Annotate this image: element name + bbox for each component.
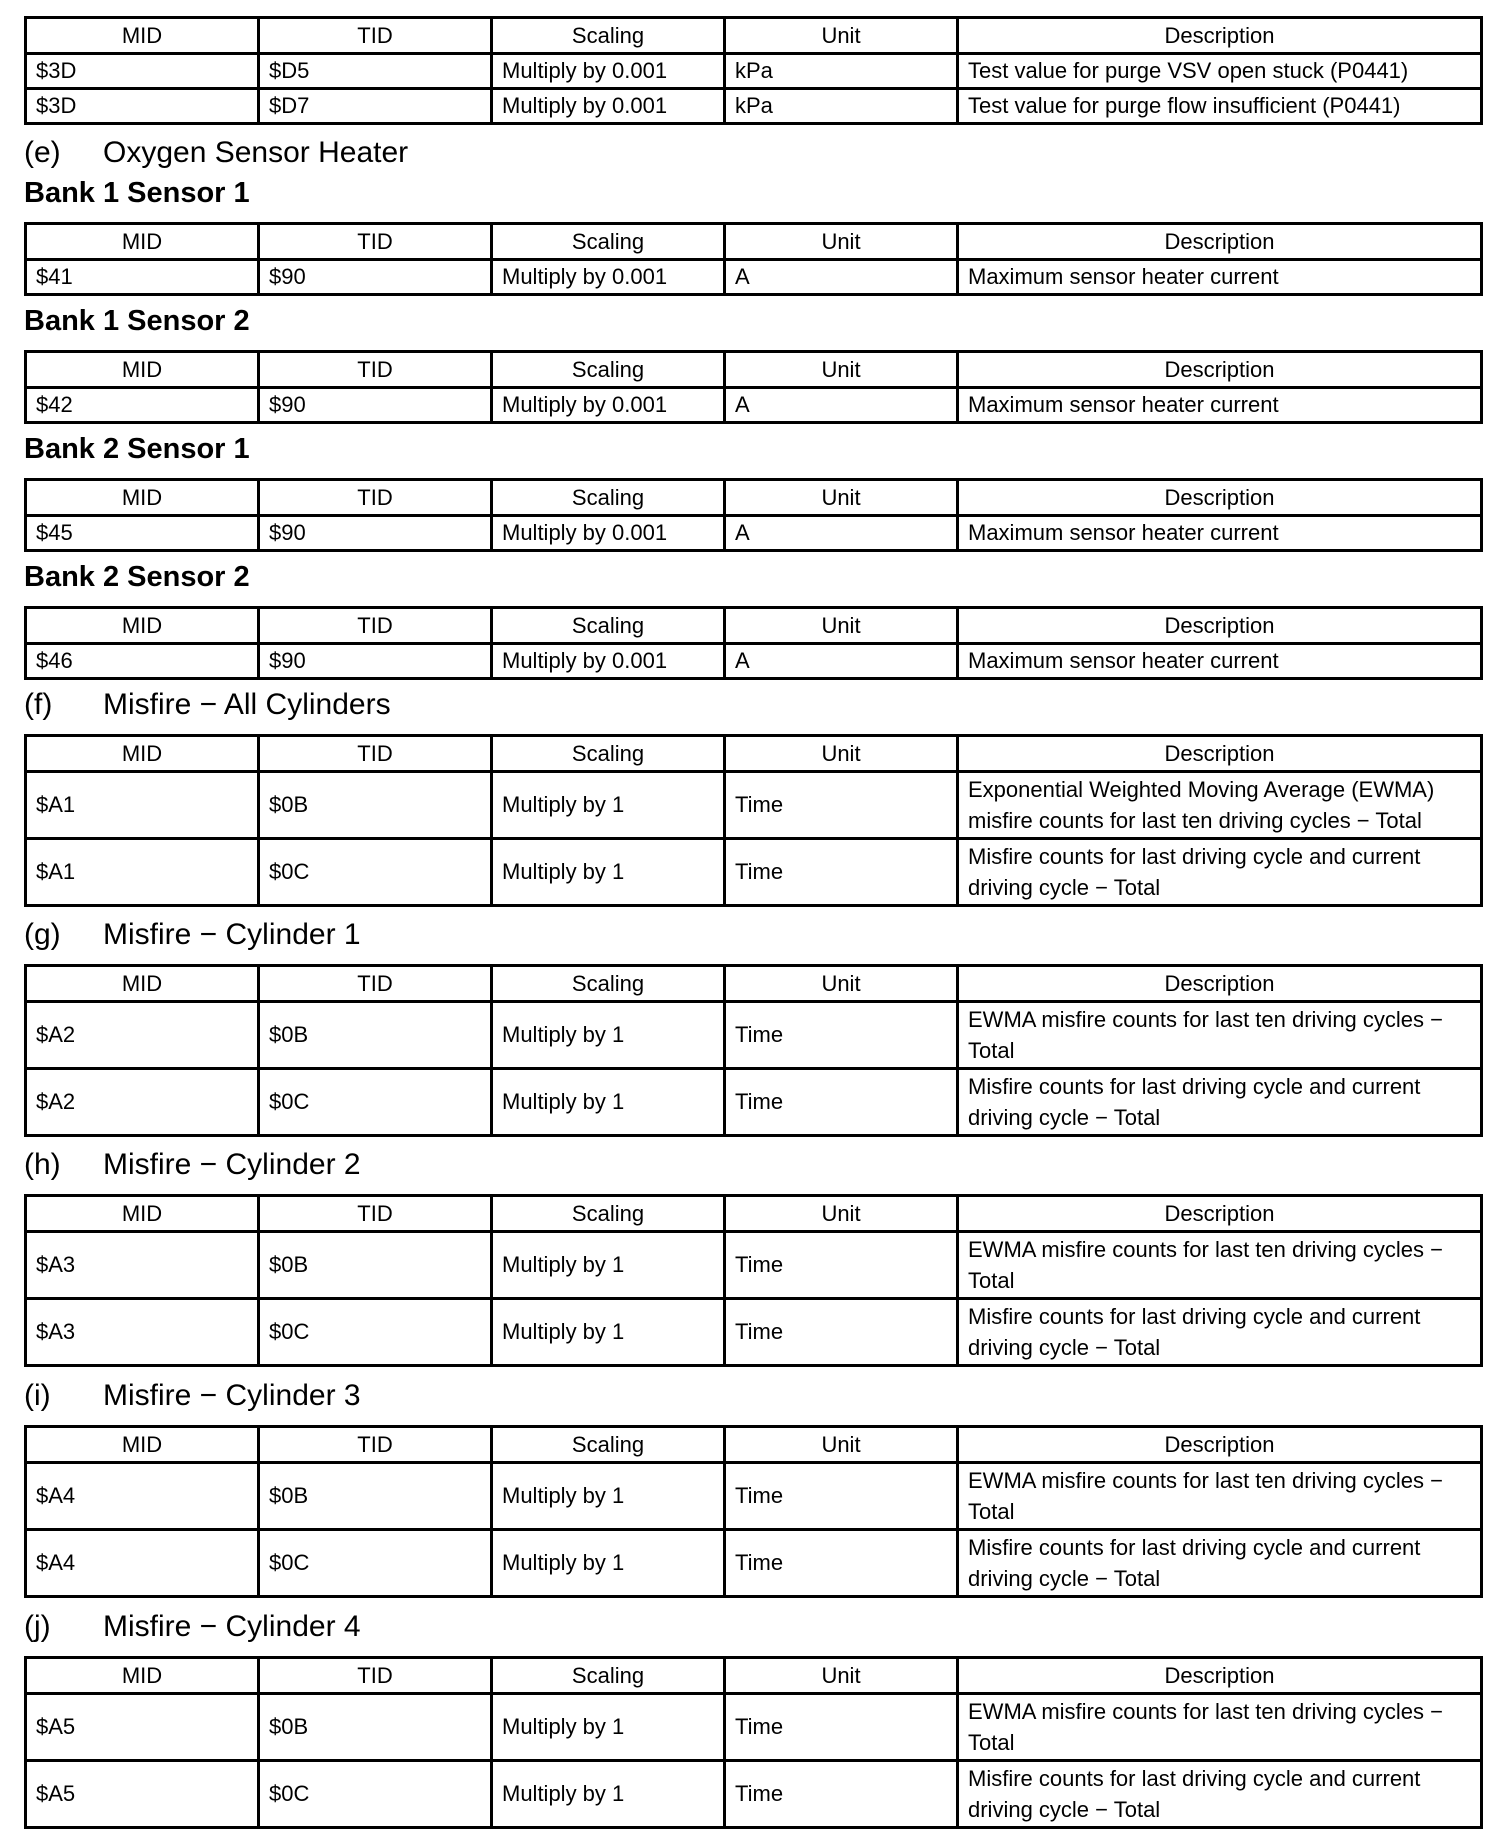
table-row [26,1463,1482,1530]
description-cell: Misfire counts for last driving cycle and current driving cycle − Total [958,1299,1482,1366]
misfire-cylinder-4-table [24,1656,1483,1829]
scaling-cell: Multiply by 1 [492,1299,725,1366]
tid-header: TID [259,966,492,1002]
table-header-row [26,736,1482,772]
description-cell: Exponential Weighted Moving Average (EWMA) misfire counts for last ten driving cycles − Total [958,772,1482,839]
tid-header: TID [259,18,492,54]
mid-header: MID [26,224,259,260]
unit-cell: Time [725,839,958,906]
section-letter: (f) [24,688,53,721]
description-cell: Maximum sensor heater current [958,260,1482,295]
description-cell: Test value for purge flow insufficient (P0441) [958,89,1482,124]
misfire-cylinder-1-table [24,964,1483,1137]
subheading-bank1-sensor2: Bank 1 Sensor 2 [24,305,250,337]
table-header-row [26,480,1482,516]
mid-cell: $A4 [26,1463,259,1530]
mid-header: MID [26,480,259,516]
scaling-cell: Multiply by 1 [492,1002,725,1069]
section-title: Misfire − Cylinder 3 [103,1379,361,1412]
description-cell: EWMA misfire counts for last ten driving cycles − Total [958,1694,1482,1761]
mid-header: MID [26,18,259,54]
unit-cell: A [725,644,958,679]
description-header: Description [958,966,1482,1002]
mid-header: MID [26,352,259,388]
description-header: Description [958,1427,1482,1463]
unit-cell: A [725,388,958,423]
description-cell: Maximum sensor heater current [958,644,1482,679]
section-letter: (h) [24,1148,61,1181]
unit-cell: Time [725,1694,958,1761]
unit-cell: Time [725,1232,958,1299]
unit-header: Unit [725,966,958,1002]
description-header: Description [958,1196,1482,1232]
scaling-header: Scaling [492,224,725,260]
description-header: Description [958,224,1482,260]
tid-cell: $0C [259,1299,492,1366]
unit-header: Unit [725,1658,958,1694]
tid-header: TID [259,736,492,772]
scaling-cell: Multiply by 1 [492,1069,725,1136]
mid-cell: $45 [26,516,259,551]
mid-cell: $A1 [26,839,259,906]
table-row [26,1299,1482,1366]
table-header-row [26,1658,1482,1694]
scaling-cell: Multiply by 1 [492,772,725,839]
description-cell: Misfire counts for last driving cycle and current driving cycle − Total [958,1069,1482,1136]
unit-header: Unit [725,18,958,54]
tid-header: TID [259,608,492,644]
mid-cell: $A5 [26,1694,259,1761]
scaling-cell: Multiply by 0.001 [492,89,725,124]
table-row [26,54,1482,89]
tid-header: TID [259,224,492,260]
section-heading-misfire-cylinder-4 [24,1607,361,1647]
tid-cell: $D5 [259,54,492,89]
mid-cell: $41 [26,260,259,295]
section-letter: (e) [24,136,61,169]
scaling-cell: Multiply by 0.001 [492,516,725,551]
scaling-cell: Multiply by 0.001 [492,260,725,295]
table-row [26,1694,1482,1761]
tid-header: TID [259,1196,492,1232]
section-heading-misfire-cylinder-2 [24,1145,361,1185]
bank1-sensor2-table [24,350,1483,424]
section-heading-misfire-cylinder-1 [24,915,361,955]
description-cell: Maximum sensor heater current [958,516,1482,551]
scaling-header: Scaling [492,1196,725,1232]
unit-header: Unit [725,352,958,388]
unit-cell: A [725,260,958,295]
section-letter: (j) [24,1610,51,1643]
unit-cell: Time [725,1299,958,1366]
table-row [26,89,1482,124]
table-row [26,1002,1482,1069]
section-letter: (g) [24,918,61,951]
table-row [26,260,1482,295]
unit-cell: Time [725,772,958,839]
bank2-sensor2-table [24,606,1483,680]
description-cell: Test value for purge VSV open stuck (P0441) [958,54,1482,89]
section-title: Misfire − Cylinder 2 [103,1148,361,1181]
unit-cell: Time [725,1463,958,1530]
scaling-cell: Multiply by 0.001 [492,644,725,679]
table-header-row [26,352,1482,388]
unit-header: Unit [725,736,958,772]
table-row [26,1530,1482,1597]
unit-cell: kPa [725,89,958,124]
scaling-header: Scaling [492,966,725,1002]
scaling-cell: Multiply by 1 [492,839,725,906]
tid-cell: $0C [259,1530,492,1597]
mid-cell: $46 [26,644,259,679]
unit-cell: A [725,516,958,551]
mid-cell: $A5 [26,1761,259,1828]
tid-cell: $0C [259,839,492,906]
table-header-row [26,1196,1482,1232]
scaling-header: Scaling [492,608,725,644]
tid-header: TID [259,1427,492,1463]
table-header-row [26,966,1482,1002]
description-cell: Misfire counts for last driving cycle and current driving cycle − Total [958,1761,1482,1828]
description-cell: EWMA misfire counts for last ten driving cycles − Total [958,1002,1482,1069]
subheading-bank2-sensor1: Bank 2 Sensor 1 [24,433,250,465]
section-title: Misfire − All Cylinders [103,688,391,721]
tid-cell: $0C [259,1069,492,1136]
unit-cell: Time [725,1530,958,1597]
description-cell: Misfire counts for last driving cycle and current driving cycle − Total [958,1530,1482,1597]
scaling-cell: Multiply by 1 [492,1761,725,1828]
tid-cell: $0B [259,1463,492,1530]
scaling-cell: Multiply by 0.001 [492,388,725,423]
mid-header: MID [26,1196,259,1232]
table-row [26,1069,1482,1136]
mid-cell: $A3 [26,1232,259,1299]
misfire-all-cylinders-table [24,734,1483,907]
tid-cell: $0C [259,1761,492,1828]
description-cell: Misfire counts for last driving cycle and current driving cycle − Total [958,839,1482,906]
tid-cell: $0B [259,1002,492,1069]
unit-header: Unit [725,1196,958,1232]
section-title: Misfire − Cylinder 1 [103,918,361,951]
table-row [26,644,1482,679]
table-row [26,516,1482,551]
bank1-sensor1-table [24,222,1483,296]
mid-cell: $A4 [26,1530,259,1597]
mid-header: MID [26,1427,259,1463]
misfire-cylinder-2-table [24,1194,1483,1367]
scaling-cell: Multiply by 1 [492,1463,725,1530]
section-title: Oxygen Sensor Heater [103,136,409,169]
scaling-header: Scaling [492,736,725,772]
scaling-cell: Multiply by 1 [492,1232,725,1299]
table-header-row [26,1427,1482,1463]
section-heading-misfire-cylinder-3 [24,1376,361,1416]
mid-cell: $3D [26,54,259,89]
description-cell: EWMA misfire counts for last ten driving cycles − Total [958,1232,1482,1299]
tid-cell: $D7 [259,89,492,124]
tid-header: TID [259,480,492,516]
mid-cell: $42 [26,388,259,423]
description-header: Description [958,480,1482,516]
unit-cell: Time [725,1069,958,1136]
scaling-header: Scaling [492,18,725,54]
unit-cell: Time [725,1761,958,1828]
scaling-cell: Multiply by 1 [492,1530,725,1597]
mid-header: MID [26,608,259,644]
scaling-cell: Multiply by 0.001 [492,54,725,89]
description-cell: EWMA misfire counts for last ten driving cycles − Total [958,1463,1482,1530]
unit-cell: kPa [725,54,958,89]
tid-cell: $90 [259,388,492,423]
tid-cell: $90 [259,260,492,295]
tid-cell: $0B [259,772,492,839]
table-row [26,1761,1482,1828]
scaling-header: Scaling [492,480,725,516]
subheading-bank2-sensor2: Bank 2 Sensor 2 [24,561,250,593]
table-row [26,388,1482,423]
subheading-bank1-sensor1: Bank 1 Sensor 1 [24,177,250,209]
mid-header: MID [26,966,259,1002]
description-cell: Maximum sensor heater current [958,388,1482,423]
mid-header: MID [26,1658,259,1694]
table-header-row [26,608,1482,644]
tid-cell: $90 [259,516,492,551]
tid-header: TID [259,1658,492,1694]
mid-cell: $3D [26,89,259,124]
tid-cell: $90 [259,644,492,679]
mid-cell: $A2 [26,1002,259,1069]
scaling-header: Scaling [492,352,725,388]
description-header: Description [958,1658,1482,1694]
table-row [26,839,1482,906]
section-heading-misfire-all-cylinders [24,685,391,725]
mid-cell: $A1 [26,772,259,839]
unit-header: Unit [725,1427,958,1463]
bank2-sensor1-table [24,478,1483,552]
tid-cell: $0B [259,1694,492,1761]
unit-cell: Time [725,1002,958,1069]
scaling-cell: Multiply by 1 [492,1694,725,1761]
scaling-header: Scaling [492,1427,725,1463]
unit-header: Unit [725,480,958,516]
table-row [26,772,1482,839]
description-header: Description [958,608,1482,644]
section-letter: (i) [24,1379,51,1412]
tid-header: TID [259,352,492,388]
description-header: Description [958,18,1482,54]
mid-header: MID [26,736,259,772]
table-header-row [26,224,1482,260]
purge-test-table [24,16,1483,125]
misfire-cylinder-3-table [24,1425,1483,1598]
mid-cell: $A2 [26,1069,259,1136]
tid-cell: $0B [259,1232,492,1299]
table-header-row [26,18,1482,54]
unit-header: Unit [725,224,958,260]
description-header: Description [958,352,1482,388]
scaling-header: Scaling [492,1658,725,1694]
section-heading-oxygen-sensor-heater [24,133,408,173]
table-row [26,1232,1482,1299]
description-header: Description [958,736,1482,772]
section-title: Misfire − Cylinder 4 [103,1610,361,1643]
mid-cell: $A3 [26,1299,259,1366]
unit-header: Unit [725,608,958,644]
